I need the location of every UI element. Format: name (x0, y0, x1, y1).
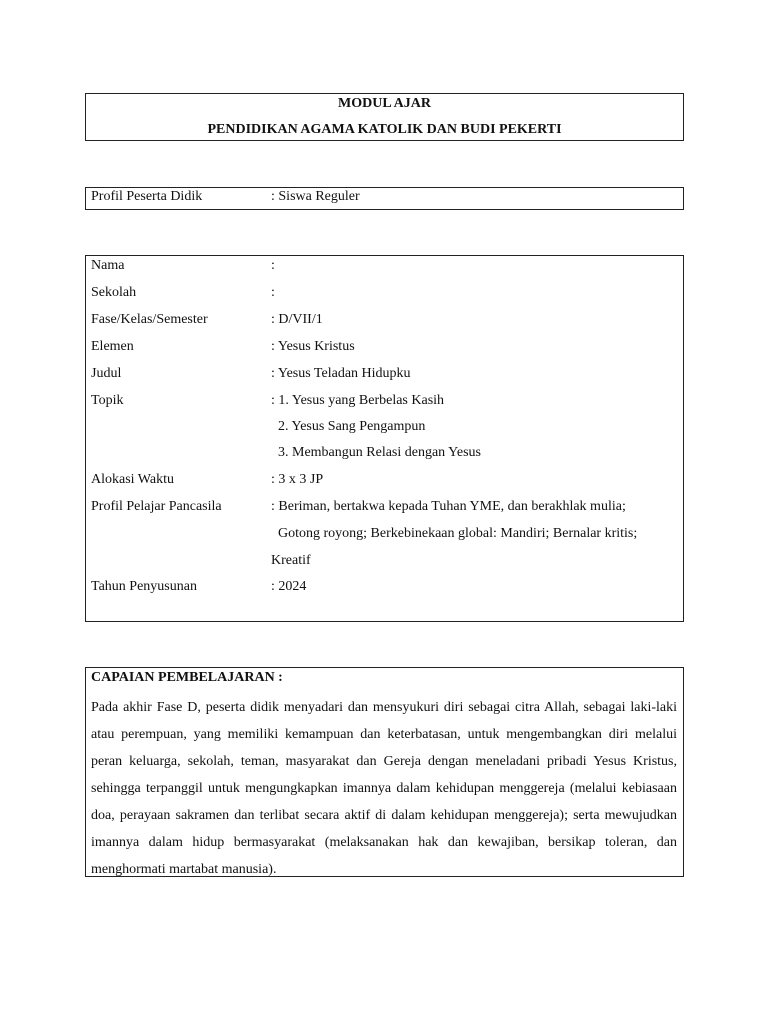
identity-value: 2. Yesus Sang Pengampun (271, 419, 426, 434)
identity-row-profil-pancasila-3 (91, 553, 678, 573)
identity-row-fase (91, 312, 678, 332)
identity-row-tahun (91, 579, 678, 599)
identity-value: : Beriman, bertakwa kepada Tuhan YME, dan berakhlak mulia; (271, 499, 626, 514)
identity-label: Judul (91, 366, 122, 381)
identity-label: Sekolah (91, 285, 137, 300)
identity-value: : 3 x 3 JP (271, 472, 324, 487)
identity-row-elemen (91, 339, 678, 359)
identity-box (85, 255, 684, 622)
identity-row-topik (91, 393, 678, 413)
identity-value: Kreatif (271, 553, 311, 568)
capaian-text: Pada akhir Fase D, peserta didik menyadari dan mensyukuri diri sebagai citra Allah, sebagai laki-laki atau perempuan, yang memiliki kemampuan dan keterbatasan, untuk mengembangkan diri melalui peran keluarga, sekolah, teman, masyarakat dan Gereja dengan meneladani pribadi Yesus Kristus, sehingga terpanggil untuk mengungkapkan imannya dalam kehidupan menggereja (melalui kebiasaan doa, perayaan sakramen dan terlibat secara aktif di dalam kehidupan menggereja); serta mewujudkan imannya dalam hidup bermasyarakat (melaksanakan hak dan kewajiban, bersikap toleran, dan menghormati martabat manusia). (91, 700, 677, 877)
identity-label: Nama (91, 258, 125, 273)
profile-value: : Siswa Reguler (271, 189, 360, 204)
document-title: MODUL AJAR (338, 96, 431, 111)
profile-row (91, 189, 678, 209)
identity-value: : (271, 258, 275, 273)
identity-label: Profil Pelajar Pancasila (91, 499, 222, 514)
profile-box (85, 187, 684, 210)
identity-label: Alokasi Waktu (91, 472, 174, 487)
capaian-heading: CAPAIAN PEMBELAJARAN : (91, 670, 283, 685)
identity-row-topik-2 (91, 419, 678, 439)
identity-value: : 1. Yesus yang Berbelas Kasih (271, 393, 445, 408)
identity-value: : 2024 (271, 579, 307, 594)
identity-row-sekolah (91, 285, 678, 305)
identity-label: Fase/Kelas/Semester (91, 312, 208, 327)
capaian-box (85, 667, 684, 877)
document-subtitle: PENDIDIKAN AGAMA KATOLIK DAN BUDI PEKERTI (207, 122, 562, 137)
identity-row-judul (91, 366, 678, 386)
identity-value: : Yesus Kristus (271, 339, 355, 354)
identity-label: Topik (91, 393, 124, 408)
identity-label: Elemen (91, 339, 134, 354)
profile-label: Profil Peserta Didik (91, 189, 203, 204)
identity-label: Tahun Penyusunan (91, 579, 197, 594)
identity-row-profil-pancasila (91, 499, 678, 519)
identity-value: Gotong royong; Berkebinekaan global: Mandiri; Bernalar kritis; (271, 526, 638, 541)
identity-value: : Yesus Teladan Hidupku (271, 366, 411, 381)
identity-row-nama (91, 258, 678, 278)
title-box (85, 93, 684, 141)
identity-row-profil-pancasila-2 (91, 526, 678, 546)
identity-value: : (271, 285, 275, 300)
identity-value: : D/VII/1 (271, 312, 323, 327)
identity-row-topik-3 (91, 445, 678, 465)
identity-row-alokasi (91, 472, 678, 492)
identity-value: 3. Membangun Relasi dengan Yesus (271, 445, 481, 460)
